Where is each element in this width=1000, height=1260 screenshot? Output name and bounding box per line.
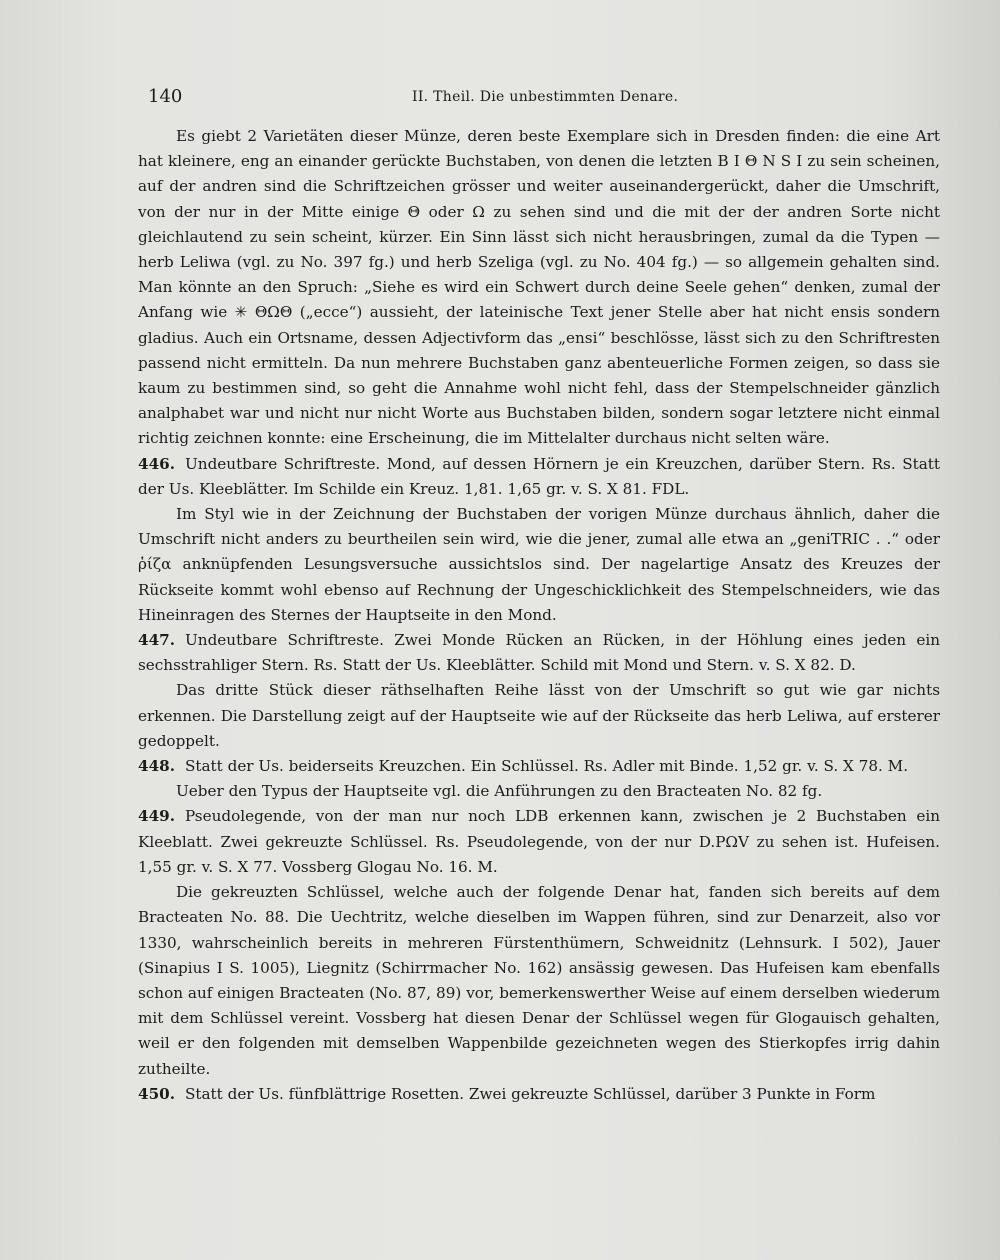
paragraph-commentary-447: Das dritte Stück dieser räthselhaften Reihe lässt von der Umschrift so gut wie gar nichts erkennen. Die Darstellung zeigt auf der Hauptseite wie auf der Rückseite das herb Leliwa, auf ersterer gedoppelt.: [138, 681, 940, 750]
entry-number: 448.: [138, 757, 175, 776]
entry-number: 449.: [138, 807, 175, 826]
paragraph-commentary-446: Im Styl wie in der Zeichnung der Buchstaben der vorigen Münze durchaus ähnlich, daher die Umschrift nicht anders zu beurtheilen sein wird, wie die jener, zumal alle etwa an „geniTRIC . .“ oder ῥίζα anknüpfenden Lesungsversuche aussichtslos sind. Der nagelartige Ansatz des Kreuzes der Rückseite kommt wohl ebenso auf Rechnung der Ungeschicklichkeit des Stempelschneiders, wie das Hineinragen des Sternes der Hauptseite in den Mond.: [138, 505, 940, 624]
paragraph-commentary-448: Ueber den Typus der Hauptseite vgl. die Anführungen zu den Bracteaten No. 82 fg.: [176, 782, 823, 801]
page-number: 140: [148, 86, 183, 107]
page-header: [148, 86, 938, 110]
entry-description: Statt der Us. fünfblättrige Rosetten. Zwei gekreuzte Schlüssel, darüber 3 Punkte in Form: [185, 1084, 876, 1103]
catalog-entry-450: [138, 1082, 940, 1107]
page-body: [138, 124, 940, 1107]
running-head: II. Theil. Die unbestimmten Denare.: [412, 89, 679, 105]
entry-description: Undeutbare Schriftreste. Zwei Monde Rücken an Rücken, in der Höhlung eines jeden ein sechsstrahliger Stern. Rs. Statt der Us. Kleeblätter. Schild mit Mond und Stern. v. S. X 82. D.: [138, 631, 940, 675]
entry-description: Statt der Us. beiderseits Kreuzchen. Ein Schlüssel. Rs. Adler mit Binde. 1,52 gr. v. S. X 78. M.: [185, 757, 909, 776]
catalog-entry-449: [138, 804, 940, 880]
entry-number: 447.: [138, 631, 175, 650]
catalog-entry-448: [138, 754, 940, 779]
catalog-entry-446: [138, 452, 940, 502]
entry-description: Undeutbare Schriftreste. Mond, auf dessen Hörnern je ein Kreuzchen, darüber Stern. Rs. Statt der Us. Kleeblätter. Im Schilde ein Kreuz. 1,81. 1,65 gr. v. S. X 81. FDL.: [138, 454, 940, 498]
paragraph-varieties: Es giebt 2 Varietäten dieser Münze, deren beste Exemplare sich in Dresden finden: die eine Art hat kleinere, eng an einander gerückte Buchstaben, von denen die letzten B I Θ N S I zu sein scheinen, auf der andren sind die Schriftzeichen grösser und weiter auseinandergerückt, daher die Umschrift, von der nur in der Mitte einige Θ oder Ω zu sehen sind und die mit der der andren Sorte nicht gleichlautend zu sein scheint, kürzer. Ein Sinn lässt sich nicht herausbringen, zumal da die Typen — herb Leliwa (vgl. zu No. 397 fg.) und herb Szeliga (vgl. zu No. 404 fg.) — so allgemein gehalten sind. Man könnte an den Spruch: „Siehe es wird ein Schwert durch deine Seele gehen“ denken, zumal der Anfang wie ✳ ΘΩΘ („ecce“) aussieht, der lateinische Text jener Stelle aber hat nicht ensis sondern gladius. Auch ein Ortsname, dessen Adjectivform das „ensi“ beschlösse, lässt sich zu den Schriftresten passend nicht ermitteln. Da nun mehrere Buchstaben ganz abenteuerliche Formen zeigen, so dass sie kaum zu bestimmen sind, so geht die Annahme wohl nicht fehl, dass der Stempelschneider gänzlich analphabet war und nicht nur nicht Worte aus Buchstaben bilden, sondern sogar letztere nicht einmal richtig zeichnen konnte: eine Erscheinung, die im Mittelalter durchaus nicht selten wäre.: [138, 127, 940, 448]
entry-number: 450.: [138, 1084, 175, 1103]
entry-number: 446.: [138, 454, 175, 473]
entry-description: Pseudolegende, von der man nur noch LDB erkennen kann, zwischen je 2 Buchstaben ein Kleeblatt. Zwei gekreuzte Schlüssel. Rs. Pseudolegende, von der nur D.PΩV zu sehen ist. Hufeisen. 1,55 gr. v. S. X 77. Vossberg Glogau No. 16. M.: [138, 807, 940, 876]
catalog-entry-447: [138, 628, 940, 678]
paragraph-commentary-449: Die gekreuzten Schlüssel, welche auch der folgende Denar hat, fanden sich bereits auf dem Bracteaten No. 88. Die Uechtritz, welche dieselben im Wappen führen, sind zur Denarzeit, also vor 1330, wahrscheinlich bereits in mehreren Fürstenthümern, Schweidnitz (Lehnsurk. I 502), Jauer (Sinapius I S. 1005), Liegnitz (Schirrmacher No. 162) ansässig gewesen. Das Hufeisen kam ebenfalls schon auf einigen Bracteaten (No. 87, 89) vor, bemerkenswerther Weise auf einem derselben wiederum mit dem Schlüssel vereint. Vossberg hat diesen Denar der Schlüssel wegen für Glogauisch gehalten, weil er den folgenden mit demselben Wappenbilde gezeichneten wegen des Stierkopfes irrig dahin zutheilte.: [138, 883, 940, 1078]
